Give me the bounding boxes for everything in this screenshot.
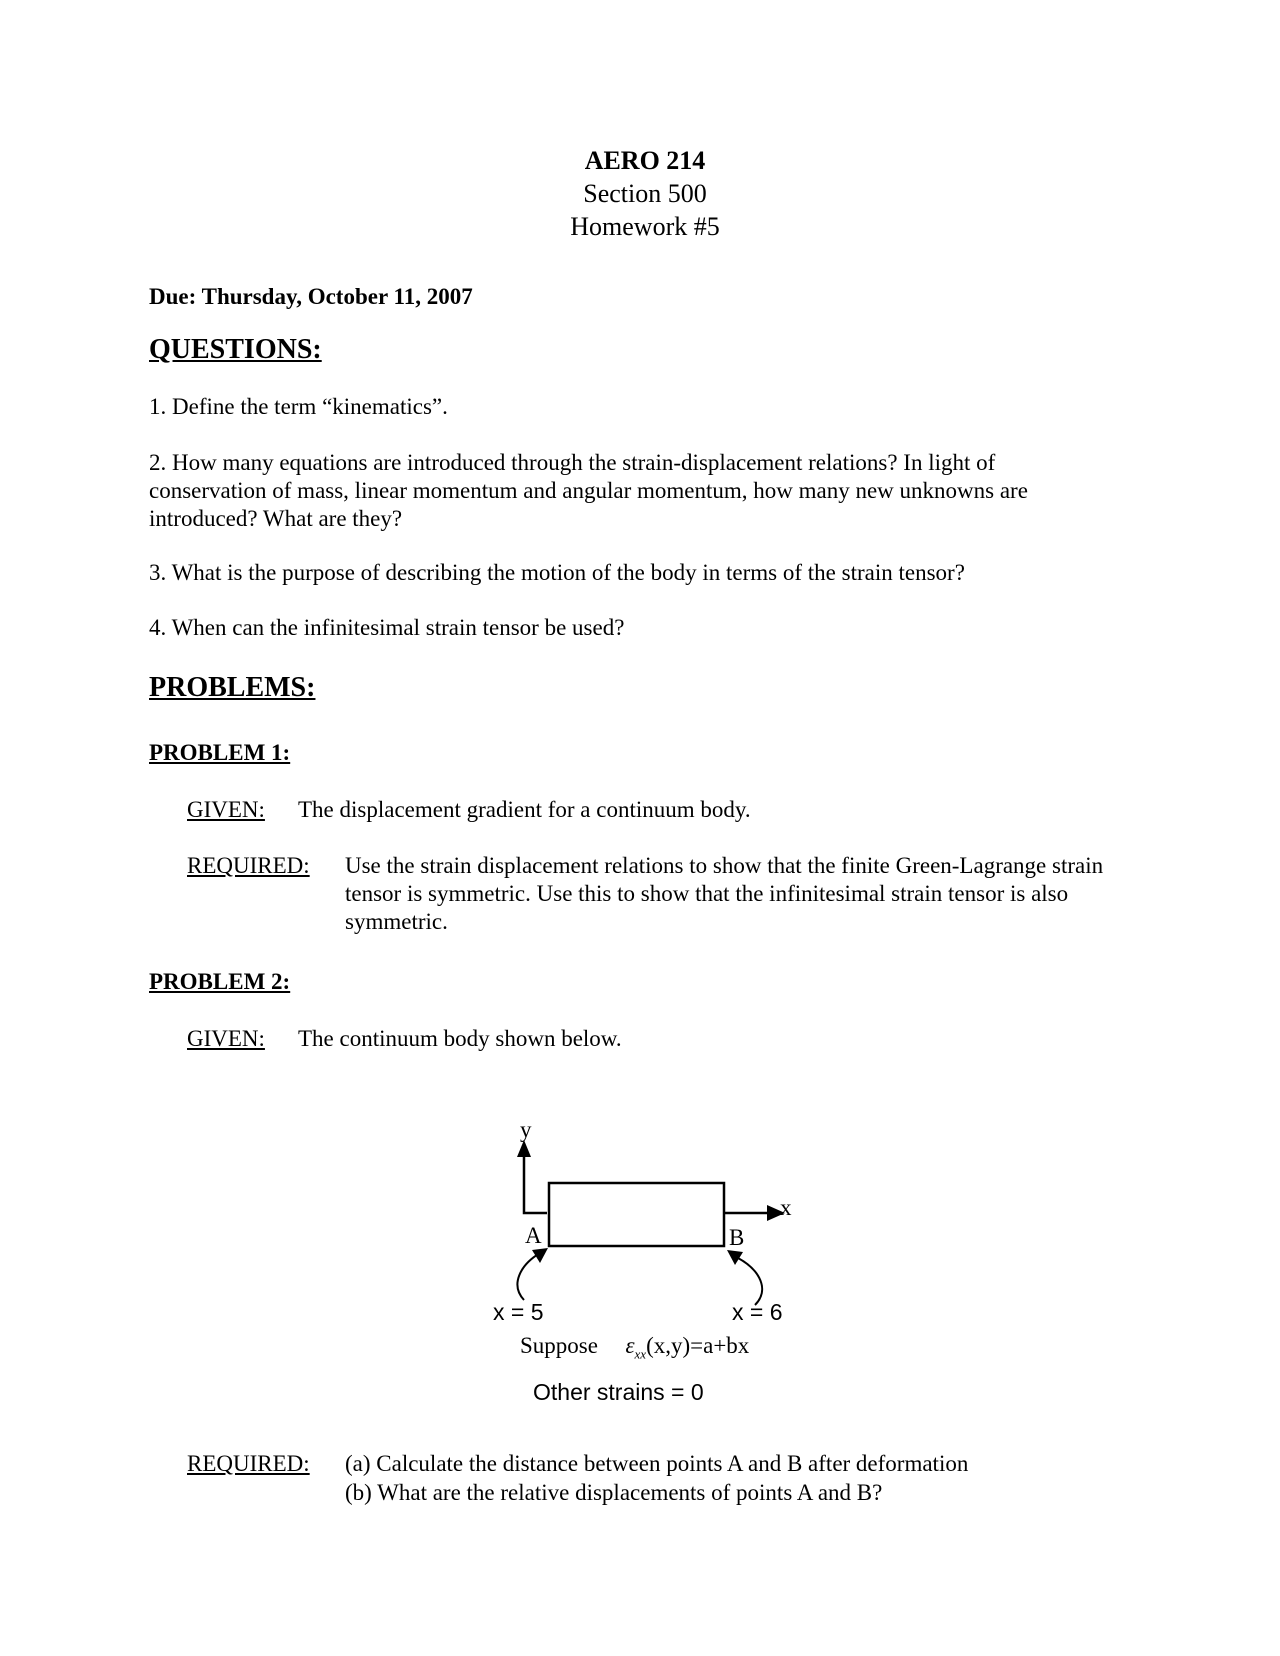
diagram-suppose bbox=[520, 1332, 749, 1369]
questions-heading: QUESTIONS: bbox=[149, 334, 322, 365]
diagram-point-a: A bbox=[525, 1223, 542, 1248]
problem-2-required-a: (a) Calculate the distance between points A and B after deformation bbox=[345, 1451, 969, 1476]
question-2: 2. How many equations are introduced through the strain-displacement relations? In light of conservation of mass, linear momentum and angular momentum, how many new unknowns are introduced? What are they? bbox=[149, 450, 1028, 531]
diagram-x-label: x bbox=[780, 1195, 792, 1220]
question-1: 1. Define the term “kinematics”. bbox=[149, 394, 448, 419]
pointer-arrow-a bbox=[517, 1253, 540, 1300]
strain-subscript: xx bbox=[634, 1346, 647, 1362]
problem-1-given-label: GIVEN: bbox=[187, 797, 265, 822]
homework-number: Homework #5 bbox=[570, 212, 720, 241]
problem-2-given-label: GIVEN: bbox=[187, 1026, 265, 1051]
question-3: 3. What is the purpose of describing the motion of the body in terms of the strain tensor? bbox=[149, 560, 965, 585]
problem-1-required-label: REQUIRED: bbox=[187, 853, 310, 878]
problems-heading: PROBLEMS: bbox=[149, 672, 316, 703]
problem-2-given-text: The continuum body shown below. bbox=[298, 1026, 622, 1051]
section-number: Section 500 bbox=[583, 179, 707, 208]
diagram-other-strains: Other strains = 0 bbox=[533, 1379, 704, 1405]
strain-symbol: ε bbox=[625, 1333, 635, 1358]
question-4: 4. When can the infinitesimal strain tensor be used? bbox=[149, 615, 625, 640]
suppose-label: Suppose bbox=[520, 1333, 598, 1358]
diagram-xa-label: x = 5 bbox=[493, 1299, 544, 1325]
y-axis-line bbox=[524, 1148, 547, 1213]
problem-2-required-b: (b) What are the relative displacements of points A and B? bbox=[345, 1480, 883, 1505]
diagram-y-label: y bbox=[520, 1117, 532, 1142]
course-title: AERO 214 bbox=[584, 146, 706, 175]
problem-1-title: PROBLEM 1: bbox=[149, 740, 291, 765]
problem-1-required-text: Use the strain displacement relations to show that the finite Green-Lagrange strain tensor is symmetric. Use this to show that the infinitesimal strain tensor is also symmetric. bbox=[345, 853, 1104, 934]
diagram-point-b: B bbox=[729, 1225, 745, 1250]
diagram-xb-label: x = 6 bbox=[732, 1299, 783, 1325]
pointer-arrowhead-b bbox=[727, 1250, 743, 1265]
strain-expression: (x,y)=a+bx bbox=[646, 1333, 750, 1358]
strain-equation bbox=[625, 1333, 750, 1362]
due-date: Due: Thursday, October 11, 2007 bbox=[149, 284, 473, 309]
problem-2-title: PROBLEM 2: bbox=[149, 969, 291, 994]
problem-2-required-label: REQUIRED: bbox=[187, 1451, 310, 1476]
problem-1-given-text: The displacement gradient for a continuum body. bbox=[298, 797, 751, 822]
body-rectangle bbox=[549, 1183, 724, 1246]
